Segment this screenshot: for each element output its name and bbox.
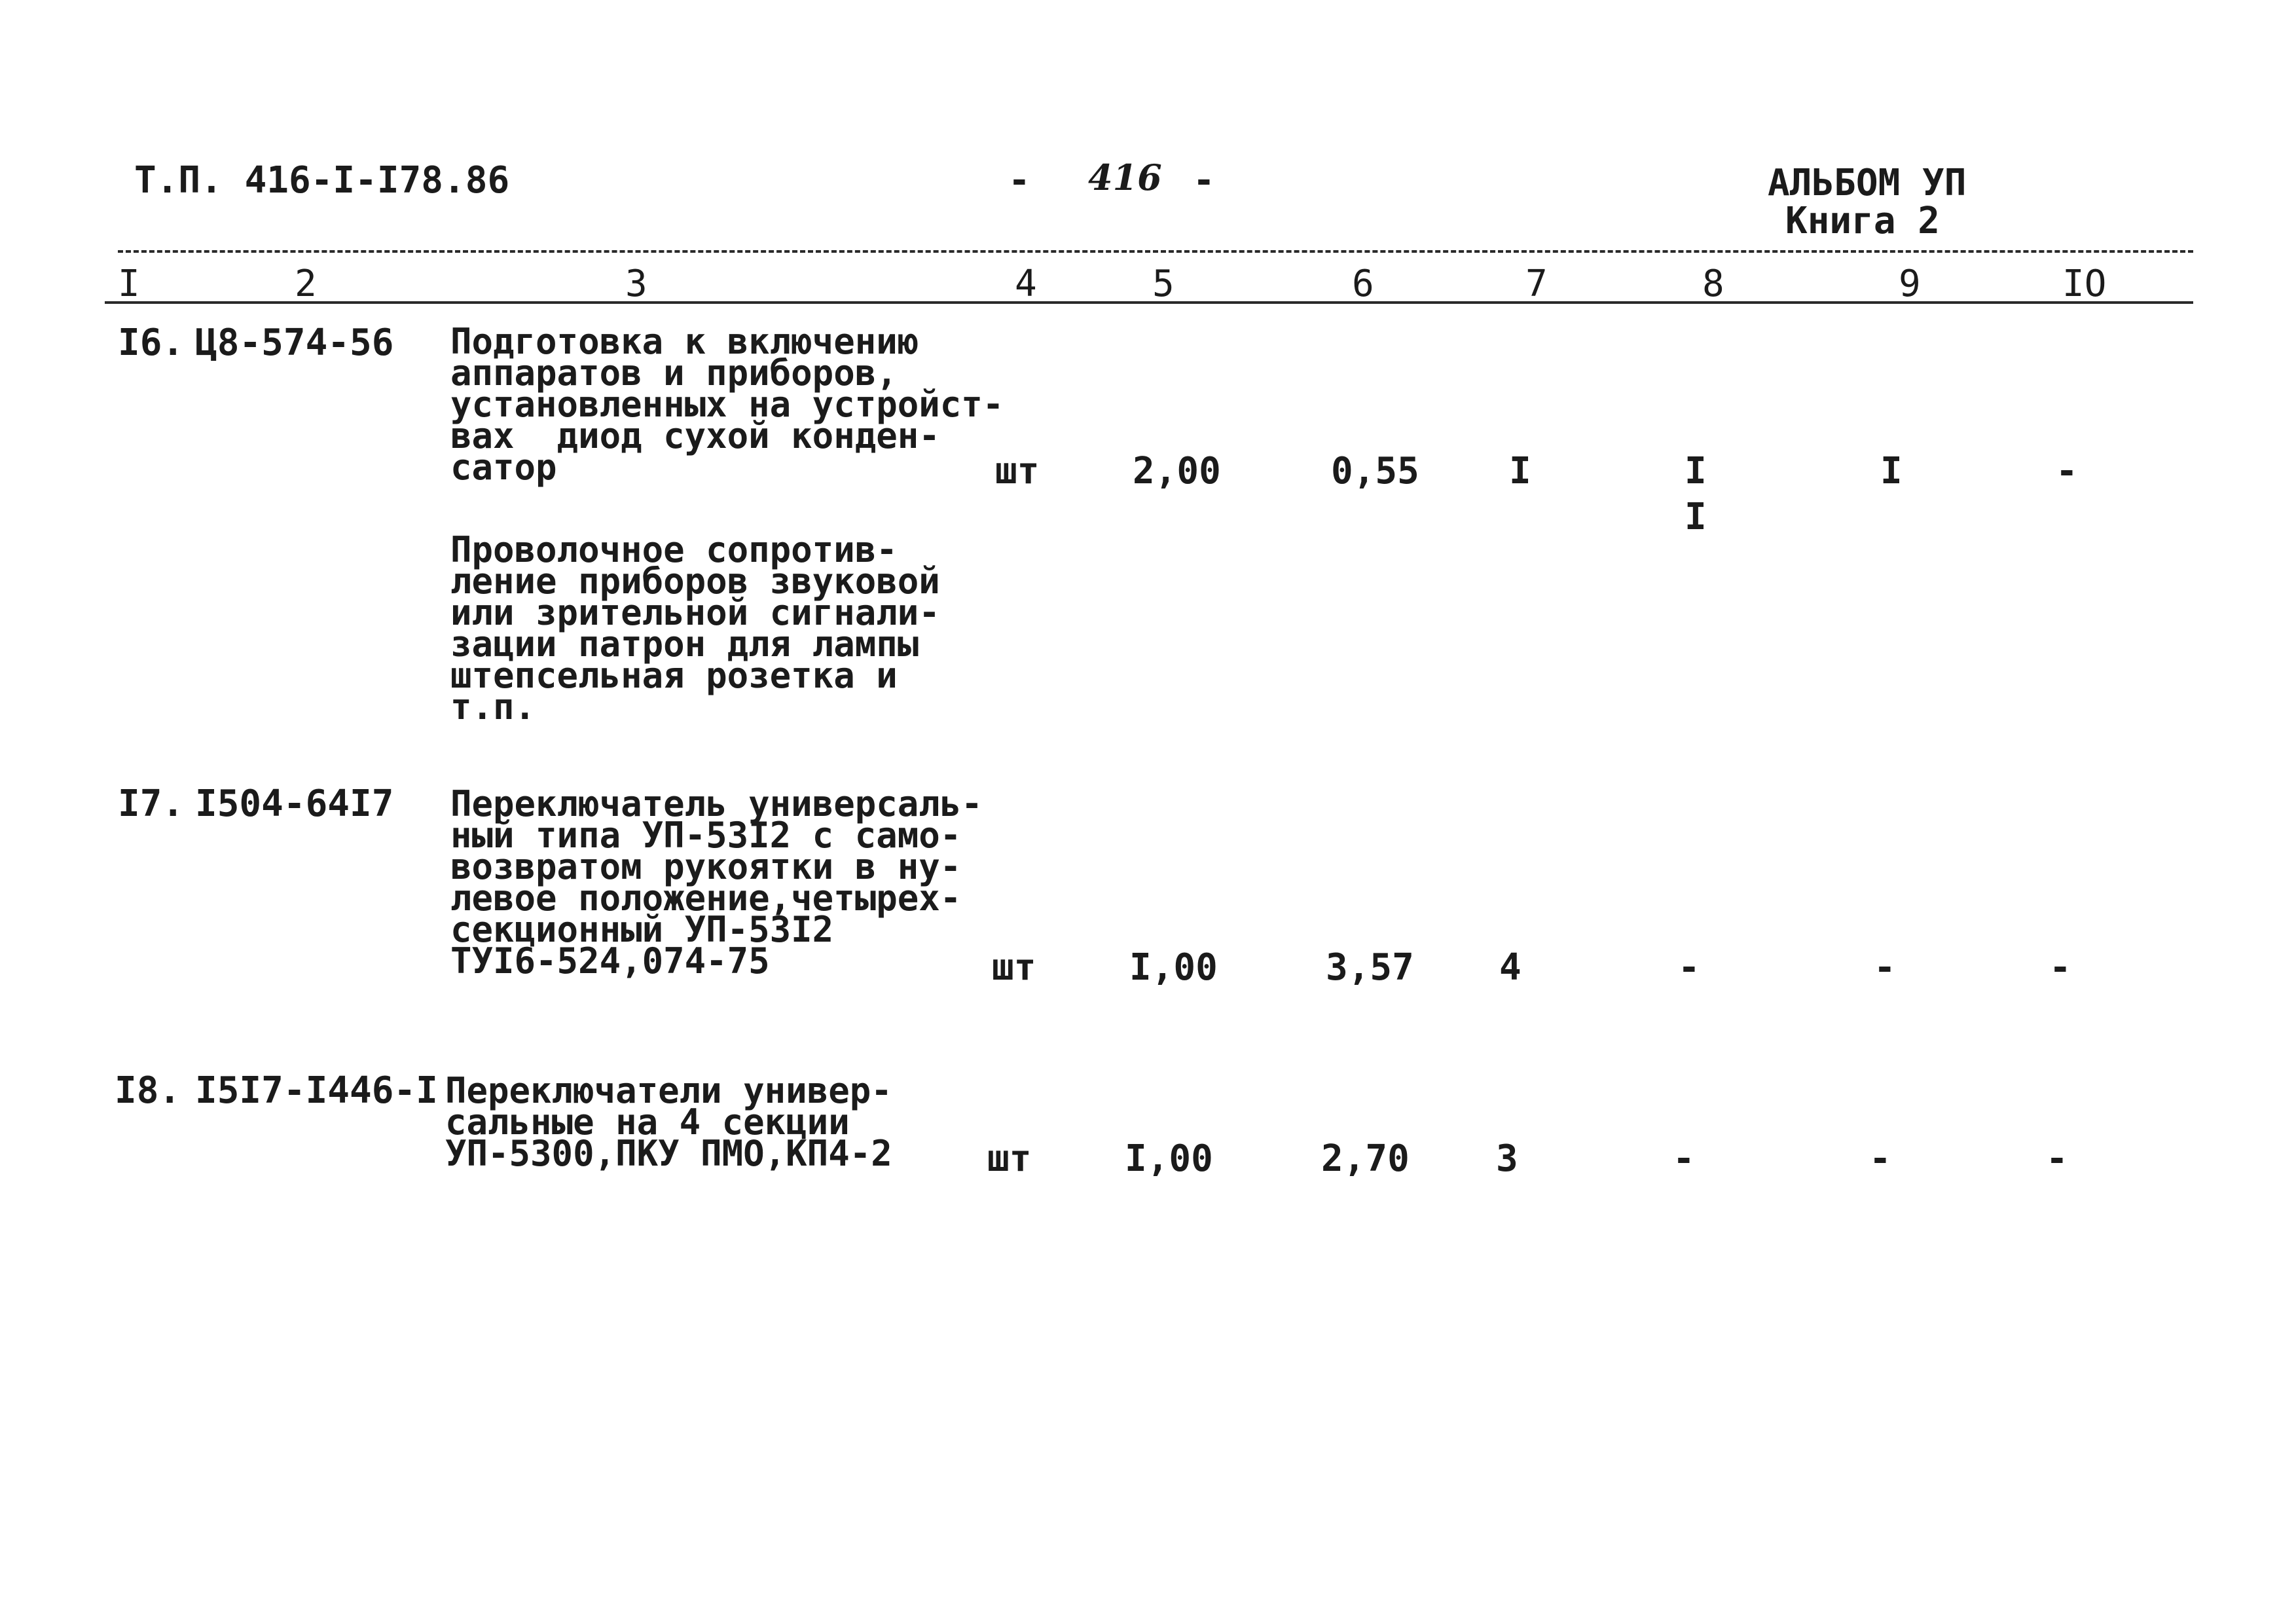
row-col8: I [1685,450,1707,492]
row-description: Переключатель универсаль- ный типа УП-53I2 с само- возвратом рукоятки в ну- левое положение,четырех- секционный УП-53I2 ТУI6-524,074-75 [450,783,983,982]
column-number-10: IO [2062,263,2107,305]
row-description-note: Проволочное сопротив- ление приборов звуковой или зрительной сигнали- зации патрон для лампы штепсельная розетка и т.п. [450,529,940,728]
row-number: I6. [118,322,185,364]
column-number-3: 3 [625,263,647,305]
document-code: Т.П. 416-I-I78.86 [134,159,510,202]
row-code: Ц8-574-56 [195,322,394,364]
row-col6: 3,57 [1326,946,1414,989]
row-code: I5I7-I446-I [195,1069,438,1112]
column-number-1: I [118,263,140,305]
row-col9: - [1869,1137,1891,1180]
row-col8: - [1673,1137,1695,1180]
row-number: I8. [115,1069,181,1112]
page-number-dash-left: - [1008,159,1030,202]
header-rule-top [118,250,2193,253]
row-col8-second: I [1685,496,1707,538]
row-col8: - [1678,946,1700,989]
row-col10: - [2056,450,2078,492]
row-unit: шт [987,1137,1032,1180]
book-label: Книга 2 [1785,200,1941,242]
column-number-2: 2 [295,263,317,305]
row-col10: - [2049,946,2071,989]
row-code: I504-64I7 [195,783,394,825]
row-unit: шт [995,450,1040,492]
column-number-7: 7 [1525,263,1548,305]
row-col7: 3 [1496,1137,1518,1180]
row-col7: I [1509,450,1531,492]
row-col6: 2,70 [1321,1137,1410,1180]
column-number-4: 4 [1015,263,1037,305]
row-description: Переключатели универ- сальные на 4 секции УП-5300,ПКУ ПМО,КП4-2 [445,1070,892,1174]
row-description: Подготовка к включению аппаратов и приборов, установленных на устройст- вах диод сухой конден- сатор [450,321,1004,488]
row-col5: I,00 [1125,1137,1213,1180]
row-number: I7. [118,783,185,825]
row-col9: - [1874,946,1896,989]
header-rule-bottom [105,301,2193,304]
page-number: 416 [1088,157,1162,198]
row-col5: I,00 [1129,946,1218,989]
page-number-dash-right: - [1193,159,1215,202]
column-number-5: 5 [1152,263,1175,305]
row-col5: 2,00 [1133,450,1221,492]
row-col7: 4 [1499,946,1522,989]
row-col10: - [2046,1137,2068,1180]
column-number-8: 8 [1702,263,1724,305]
row-unit: шт [992,946,1036,989]
column-number-9: 9 [1899,263,1921,305]
album-label: АЛЬБОМ УП [1768,162,1967,204]
row-col6: 0,55 [1331,450,1419,492]
row-col9: I [1880,450,1903,492]
column-number-6: 6 [1352,263,1374,305]
